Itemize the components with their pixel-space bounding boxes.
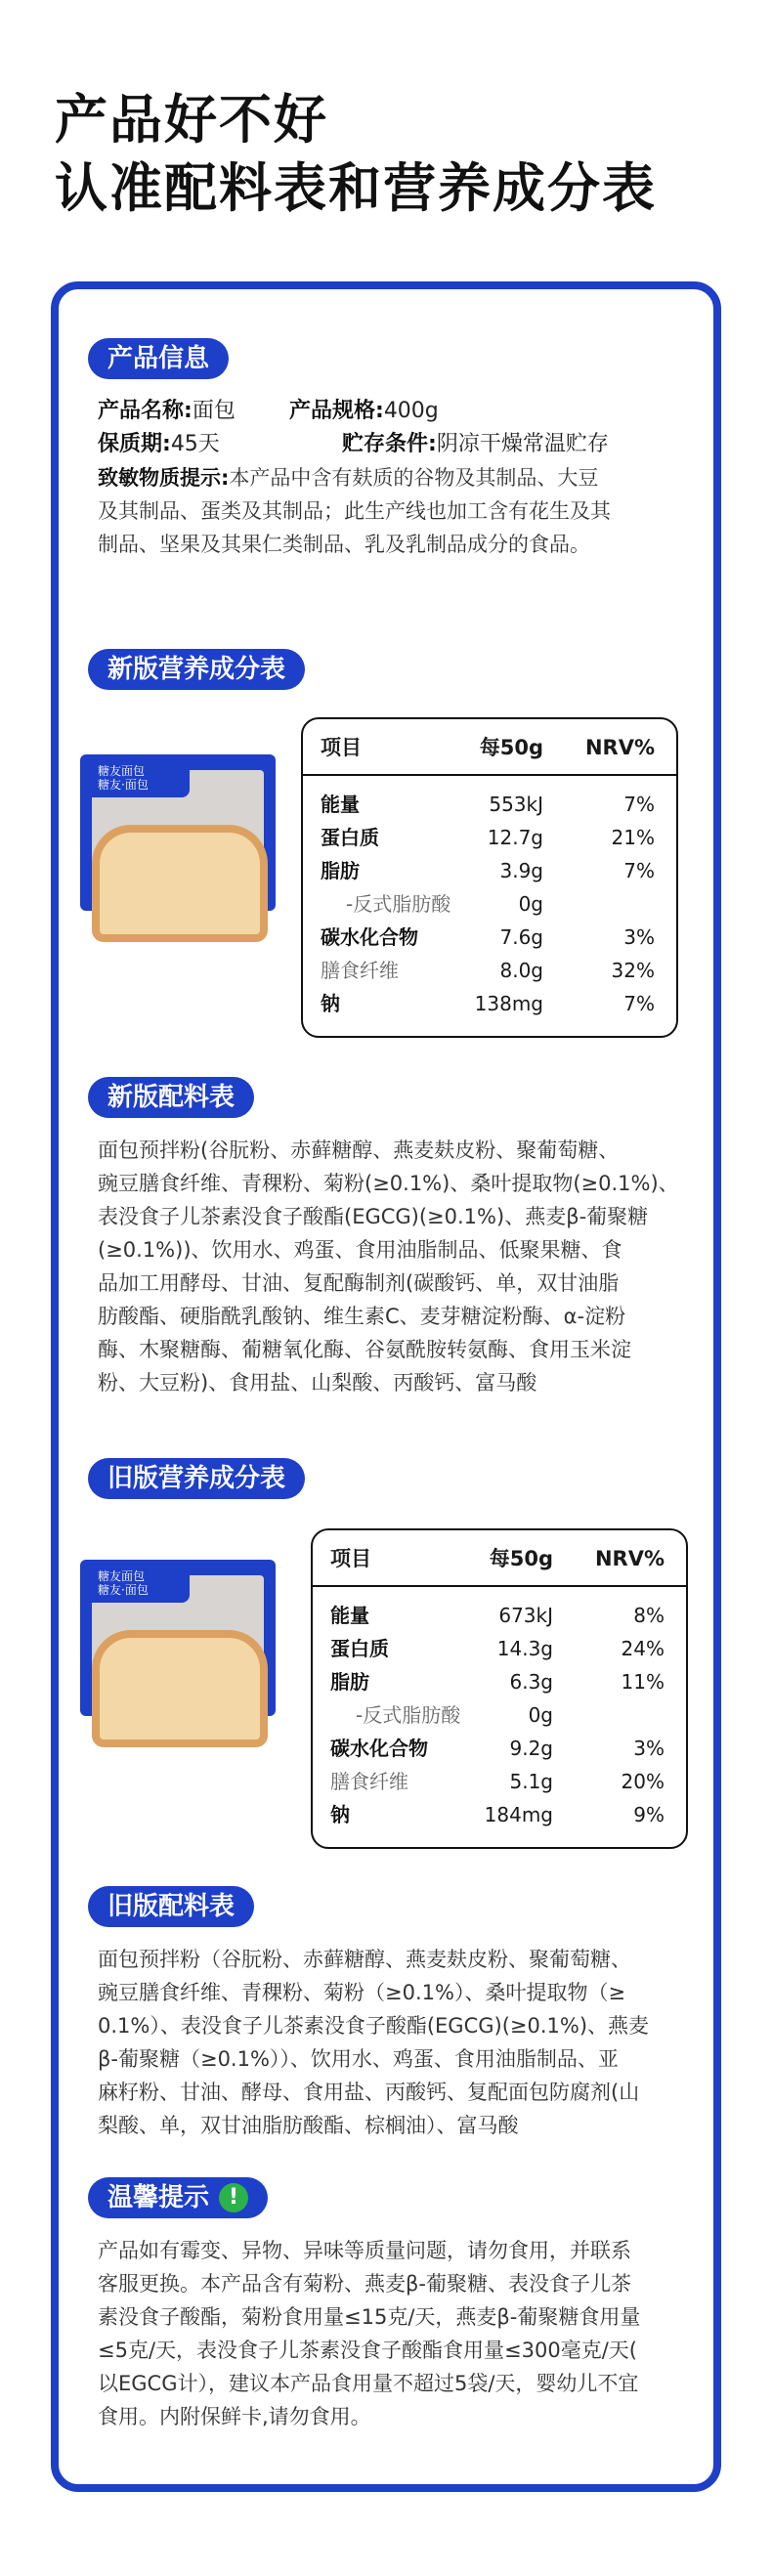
text-line: 客服更换。本产品含有菊粉、燕麦β-葡聚糖、表没食子儿茶: [98, 2272, 631, 2296]
exclamation-icon: !: [219, 2183, 248, 2212]
table-row: 碳水化合物 7.6g 3%: [321, 925, 655, 949]
table-row: 钠 138mg 7%: [321, 992, 655, 1015]
text-line: 产品如有霉变、异物、异味等质量问题，请勿食用，并联系: [98, 2239, 631, 2262]
table-row: 能量 553kJ 7%: [321, 793, 655, 816]
text-line: 豌豆膳食纤维、青稞粉、菊粉(≥0.1%)、桑叶提取物(≥0.1%)、: [98, 1172, 679, 1195]
bread-bag: 糖友面包 糖友·面包: [80, 754, 276, 911]
new-ingredients-title: 新版配料表: [88, 1077, 254, 1118]
tips-title: 温馨提示 !: [88, 2177, 268, 2218]
storage-label: 贮存条件:: [342, 432, 437, 456]
new-ingredients-text: [98, 1134, 696, 1399]
allergen-line: 制品、坚果及其果仁类制品、乳及乳制品成分的食品。: [98, 533, 590, 556]
text-line: 酶、木聚糖酶、葡糖氧化酶、谷氨酰胺转氨酶、食用玉米淀: [98, 1338, 631, 1361]
old-ingredients-title: 旧版配料表: [88, 1886, 254, 1927]
product-spec-label: 产品规格:: [289, 399, 384, 423]
table-header: 项目 每50g NRV%: [303, 719, 676, 776]
table-row: -反式脂肪酸 0g: [356, 1703, 553, 1727]
old-ingredients-text: [98, 1943, 696, 2142]
bread-bag: 糖友面包 糖友·面包: [80, 1560, 276, 1716]
table-row: 膳食纤维 5.1g 20%: [330, 1770, 665, 1793]
allergen-paragraph: [98, 461, 696, 561]
old-nutrition-table: [311, 1528, 688, 1849]
product-info-title: 产品信息: [88, 338, 229, 379]
allergen-line: 及其制品、蛋类及其制品；此生产线也加工含有花生及其: [98, 499, 611, 523]
table-row: 脂肪 6.3g 11%: [330, 1670, 665, 1694]
headline-line-1: 产品好不好: [55, 89, 328, 150]
bread-slice: [92, 825, 268, 942]
text-line: 0.1%）、表没食子儿茶素没食子酸酯(EGCG)(≥0.1%)、燕麦: [98, 2014, 650, 2038]
table-header: 项目 每50g NRV%: [313, 1530, 686, 1587]
storage-line: [342, 428, 609, 461]
text-line: 肪酸酯、硬脂酰乳酸钠、维生素C、麦芽糖淀粉酶、α-淀粉: [98, 1305, 626, 1328]
table-row: 能量 673kJ 8%: [330, 1604, 665, 1627]
allergen-line: 致敏物质提示:本产品中含有麸质的谷物及其制品、大豆: [98, 466, 599, 490]
text-line: 品加工用酵母、甘油、复配酶制剂(碳酸钙、单，双甘油脂: [98, 1271, 620, 1295]
new-product-image: [80, 751, 276, 946]
text-line: 以EGCG计），建议本产品食用量不超过5袋/天，婴幼儿不宜: [98, 2372, 639, 2395]
new-nutrition-table: [301, 717, 678, 1038]
text-line: 素没食子酸酯，菊粉食用量≤15克/天，燕麦β-葡聚糖食用量: [98, 2305, 641, 2329]
table-row: 碳水化合物 9.2g 3%: [330, 1737, 665, 1760]
shelf-life-value: 45天: [170, 432, 220, 456]
text-line: 面包预拌粉（谷朊粉、赤藓糖醇、燕麦麸皮粉、聚葡萄糖、: [98, 1948, 631, 1971]
new-nutrition-title: 新版营养成分表: [88, 649, 305, 690]
text-line: ≤5克/天，表没食子儿茶素没食子酸酯食用量≤300毫克/天(: [98, 2339, 637, 2362]
product-name-value: 面包: [192, 399, 236, 423]
text-line: 粉、大豆粉)、食用盐、山梨酸、丙酸钙、富马酸: [98, 1371, 537, 1395]
table-row: 蛋白质 14.3g 24%: [330, 1637, 665, 1660]
allergen-label: 致敏物质提示:: [98, 466, 230, 490]
product-spec-value: 400g: [383, 399, 439, 423]
product-name-label: 产品名称:: [98, 399, 193, 423]
text-line: (≥0.1%))、饮用水、鸡蛋、食用油脂制品、低聚果糖、食: [98, 1238, 622, 1262]
table-row: -反式脂肪酸 0g: [346, 892, 543, 916]
table-row: 蛋白质 12.7g 21%: [321, 826, 655, 849]
product-spec-line: [289, 395, 439, 428]
old-product-image: [80, 1556, 276, 1751]
old-nutrition-title: 旧版营养成分表: [88, 1458, 305, 1499]
text-line: 食用。内附保鲜卡,请勿食用。: [98, 2405, 371, 2428]
text-line: 豌豆膳食纤维、青稞粉、菊粉（≥0.1%）、桑叶提取物（≥: [98, 1981, 626, 2004]
table-row: 钠 184mg 9%: [330, 1803, 665, 1826]
text-line: 表没食子儿茶素没食子酸酯(EGCG)(≥0.1%)、燕麦β-葡聚糖: [98, 1205, 649, 1228]
text-line: 麻籽粉、甘油、酵母、食用盐、丙酸钙、复配面包防腐剂(山: [98, 2081, 640, 2104]
tips-text: [98, 2234, 696, 2433]
table-row: 膳食纤维 8.0g 32%: [321, 959, 655, 982]
headline-line-2: 认准配料表和营养成分表: [55, 157, 657, 219]
text-line: 面包预拌粉(谷朊粉、赤藓糖醇、燕麦麸皮粉、聚葡萄糖、: [98, 1138, 620, 1162]
bread-slice: [92, 1630, 268, 1747]
shelf-life-label: 保质期:: [98, 432, 171, 456]
storage-value: 阴凉干燥常温贮存: [436, 432, 609, 456]
product-name-line: [98, 395, 236, 428]
shelf-life-line: [98, 428, 220, 461]
table-row: 脂肪 3.9g 7%: [321, 859, 655, 882]
text-line: 梨酸、单，双甘油脂肪酸酯、棕榈油）、富马酸: [98, 2114, 519, 2137]
text-line: β-葡聚糖（≥0.1%））、饮用水、鸡蛋、食用油脂制品、亚: [98, 2047, 619, 2071]
info-card: [51, 281, 721, 2492]
